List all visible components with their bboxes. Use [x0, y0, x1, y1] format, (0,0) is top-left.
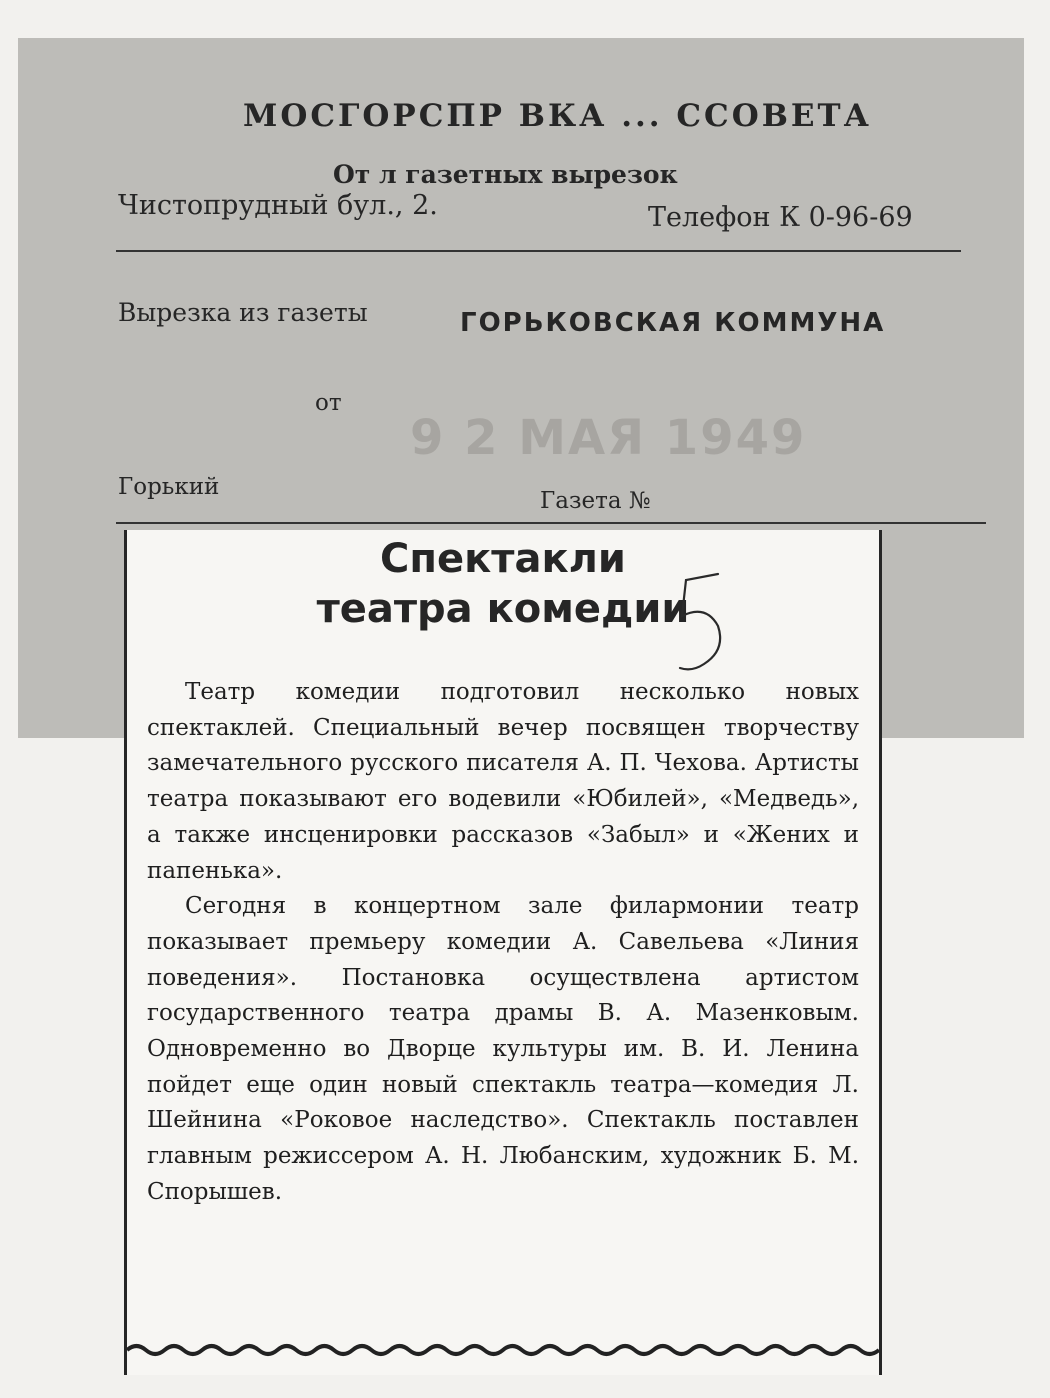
phone-number: Телефон К 0-96-69 — [648, 202, 913, 233]
handwritten-number-mark — [672, 568, 732, 688]
wavy-border-decoration — [127, 1341, 879, 1359]
newspaper-name: ГОРЬКОВСКАЯ КОММУНА — [460, 308, 886, 338]
from-label: от — [315, 390, 342, 416]
article-paragraph-2: Сегодня в концертном зале филармонии театр показывает премьеру комедии А. Савельева «Линия поведения». Постановка осуществлена артистом государственного театра драмы В. А. Мазенковым. Одновременно во Дворце культуры им. В. И. Ленина пойдет еще один новый спектакль театра—комедия Л. Шейнина «Роковое наследство». Спектакль поставлен главным режиссером А. Н. Любанским, художник Б. М. Спорышев. — [147, 893, 859, 1205]
header-divider — [116, 250, 961, 252]
issue-number-label: Газета № — [540, 488, 651, 514]
headline-line-1: Спектакли — [380, 536, 626, 582]
headline-line-2: театра комедии — [316, 586, 690, 632]
newspaper-clipping — [124, 530, 882, 1375]
city-label: Горький — [118, 474, 220, 500]
cutting-from-label: Вырезка из газеты — [118, 298, 368, 327]
footer-divider — [116, 522, 986, 524]
organization-header: МОСГОРСПР ВКА ... ССОВЕТА — [243, 98, 872, 134]
article-body — [147, 675, 859, 1211]
department-line: От л газетных вырезок — [333, 160, 678, 189]
address: Чистопрудный бул., 2. — [118, 190, 438, 221]
date-stamp: 9 2 МАЯ 1949 — [410, 410, 807, 466]
article-paragraph-1: Театр комедии подготовил несколько новых спектаклей. Специальный вечер посвящен творчеству замечательного русского писателя А. П. Чехова. Артисты театра показывают его водевили «Юбилей», «Медведь», а также инсценировки рассказов «Забыл» и «Жених и папенька». — [147, 679, 859, 884]
